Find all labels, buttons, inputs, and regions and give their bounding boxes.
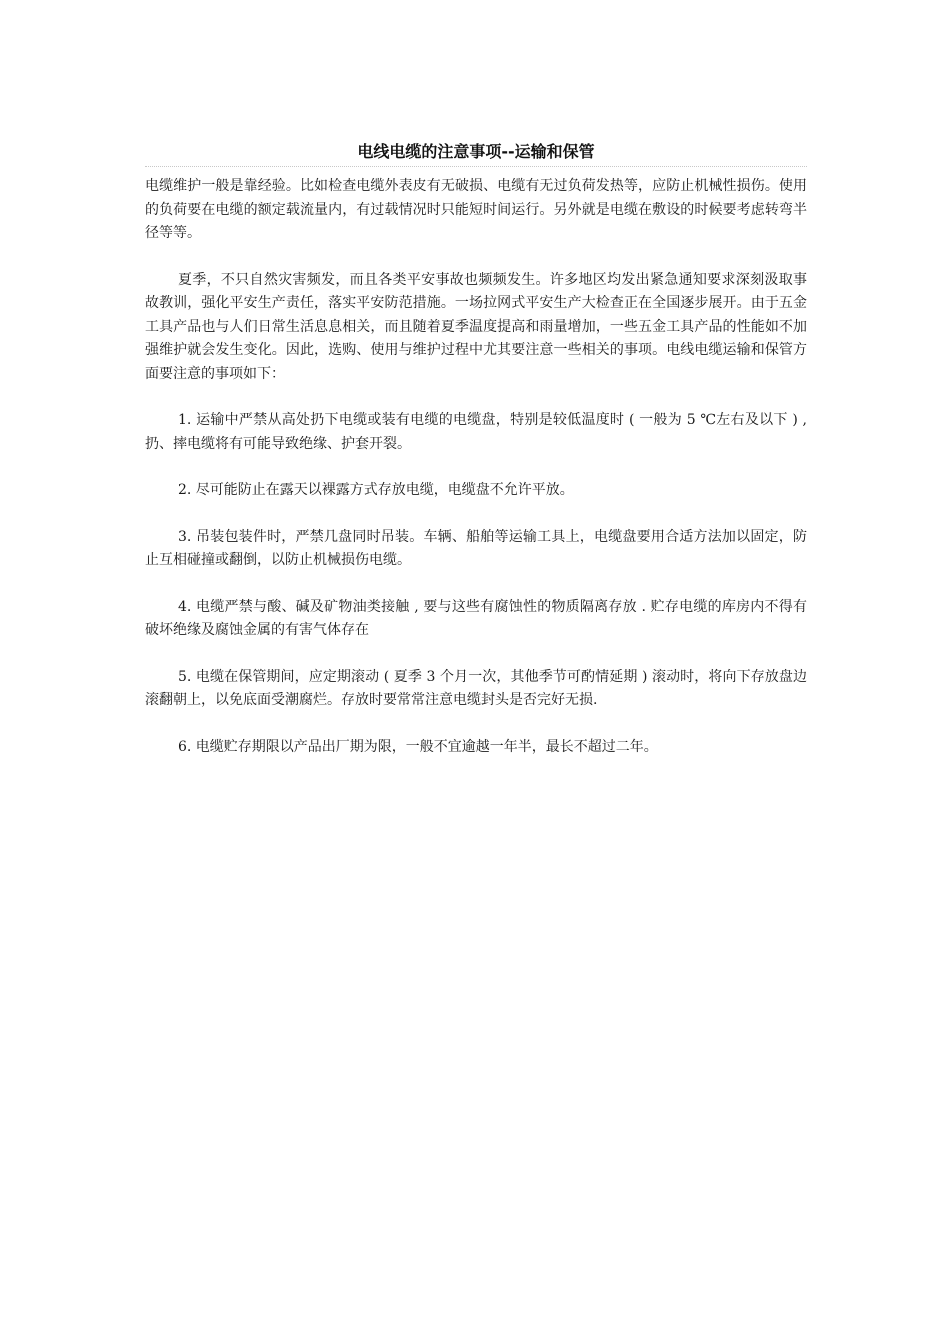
title-divider xyxy=(145,166,807,167)
summer-safety-paragraph: 夏季，不只自然灾害频发，而且各类平安事故也频频发生。许多地区均发出紧急通知要求深刻汲取事故教训，强化平安生产责任，落实平安防范措施。一场拉网式平安生产大检查正在全国逐步展开。由于五金工具产品也与人们日常生活息息相关，而且随着夏季温度提高和雨量增加，一些五金工具产品的性能如不加强维护就会发生变化。因此，选购、使用与维护过程中尤其要注意一些相关的事项。电线电缆运输和保管方面要注意的事项如下： xyxy=(145,271,807,382)
document-page xyxy=(145,140,807,782)
list-item-corrosion: 4. 电缆严禁与酸、碱及矿物油类接触 , 要与这些有腐蚀性的物质隔离存放 . 贮存电缆的库房内不得有破坏绝缘及腐蚀金属的有害气体存在 xyxy=(145,598,807,638)
page-title: 电线电缆的注意事项--运输和保管 xyxy=(357,142,595,161)
list-item-hoisting: 3. 吊装包装件时，严禁几盘同时吊装。车辆、船舶等运输工具上，电缆盘要用合适方法加以固定，防止互相碰撞或翻倒，以防止机械损伤电缆。 xyxy=(145,528,807,568)
list-item-storage-outdoor: 2. 尽可能防止在露天以裸露方式存放电缆，电缆盘不允许平放。 xyxy=(178,482,574,498)
intro-paragraph: 电缆维护一般是靠经验。比如检查电缆外表皮有无破损、电缆有无过负荷发热等，应防止机械性损伤。使用的负荷要在电缆的额定载流量内，有过载情况时只能短时间运行。另外就是电缆在敷设的时候要考虑转弯半径等等。 xyxy=(145,178,807,241)
list-item-rolling: 5. 电缆在保管期间，应定期滚动 ( 夏季 3 个月一次，其他季节可酌情延期 ) 滚动时，将向下存放盘边滚翻朝上，以免底面受潮腐烂。存放时要常常注意电缆封头是否完好无损. xyxy=(145,668,807,708)
list-item-transport: 1. 运输中严禁从高处扔下电缆或装有电缆的电缆盘，特别是较低温度时 ( 一般为 5 ℃左右及以下 ) , 扔、摔电缆将有可能导致绝缘、护套开裂。 xyxy=(145,412,807,452)
list-item-storage-period: 6. 电缆贮存期限以产品出厂期为限，一般不宜逾越一年半，最长不超过二年。 xyxy=(178,738,658,755)
